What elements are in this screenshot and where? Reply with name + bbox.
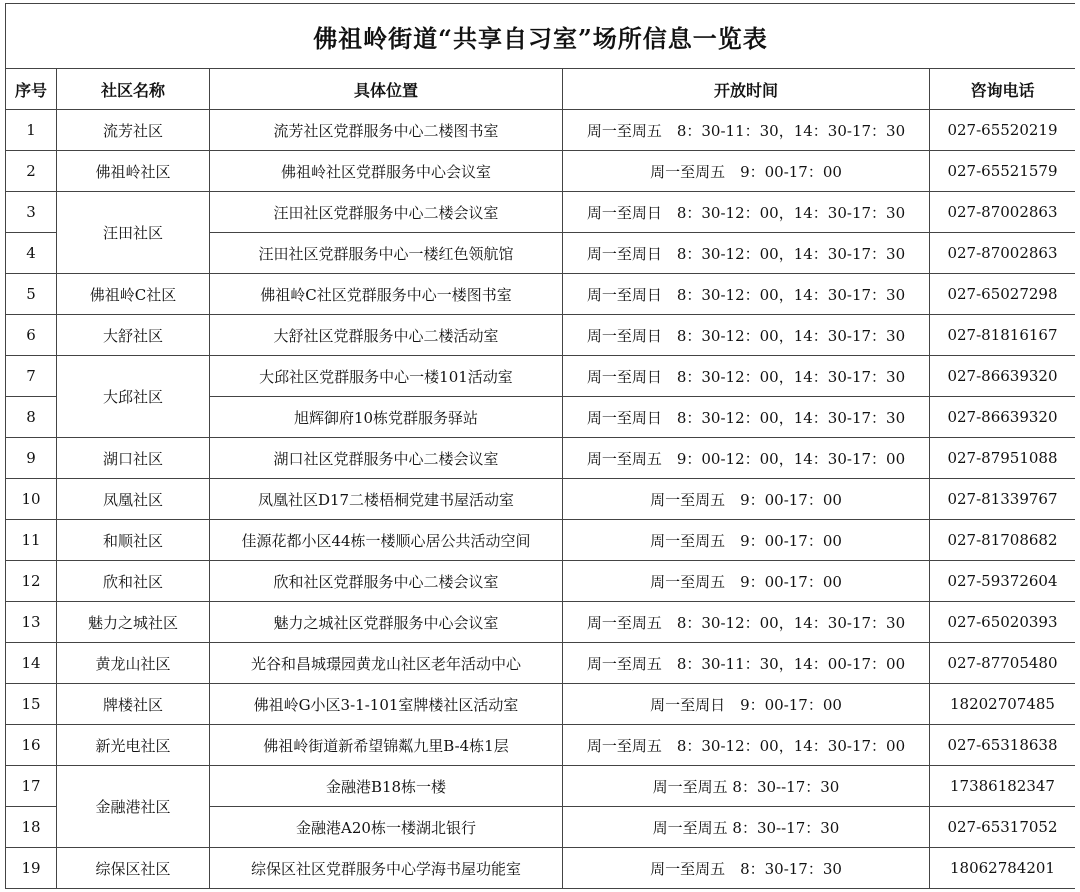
row-hours: 周一至周五 9：00-17：00 (563, 151, 930, 192)
row-index: 17 (6, 766, 57, 807)
table-row (6, 520, 1076, 561)
row-hours: 周一至周日 8：30-12：00，14：30-17：30 (563, 397, 930, 438)
row-hours: 周一至周日 8：30-12：00，14：30-17：30 (563, 274, 930, 315)
row-hours: 周一至周五 8：30--17：30 (563, 766, 930, 807)
row-location: 金融港A20栋一楼湖北银行 (210, 807, 563, 848)
row-location: 欣和社区党群服务中心二楼会议室 (210, 561, 563, 602)
row-hours: 周一至周日 9：00-17：00 (563, 684, 930, 725)
row-community: 黄龙山社区 (57, 643, 210, 684)
row-community: 凤凰社区 (57, 479, 210, 520)
row-location: 湖口社区党群服务中心二楼会议室 (210, 438, 563, 479)
table-row (6, 356, 1076, 397)
table-title: 佛祖岭街道“共享自习室”场所信息一览表 (6, 4, 1076, 69)
row-location: 佛祖岭社区党群服务中心会议室 (210, 151, 563, 192)
row-index: 16 (6, 725, 57, 766)
row-location: 大舒社区党群服务中心二楼活动室 (210, 315, 563, 356)
row-index: 5 (6, 274, 57, 315)
row-index: 3 (6, 192, 57, 233)
header-community: 社区名称 (57, 69, 210, 110)
header-phone: 咨询电话 (930, 69, 1076, 110)
row-location: 汪田社区党群服务中心一楼红色领航馆 (210, 233, 563, 274)
row-location: 佛祖岭G小区3-1-101室牌楼社区活动室 (210, 684, 563, 725)
row-community: 新光电社区 (57, 725, 210, 766)
header-hours: 开放时间 (563, 69, 930, 110)
table-row (6, 438, 1076, 479)
row-phone: 027-65318638 (930, 725, 1076, 766)
row-community: 大舒社区 (57, 315, 210, 356)
row-phone: 027-87002863 (930, 192, 1076, 233)
study-room-table (5, 3, 1075, 889)
row-index: 4 (6, 233, 57, 274)
row-community: 魅力之城社区 (57, 602, 210, 643)
row-location: 光谷和昌城璟园黄龙山社区老年活动中心 (210, 643, 563, 684)
row-hours: 周一至周五 9：00-17：00 (563, 520, 930, 561)
row-phone: 027-87951088 (930, 438, 1076, 479)
row-phone: 18202707485 (930, 684, 1076, 725)
row-location: 汪田社区党群服务中心二楼会议室 (210, 192, 563, 233)
row-index: 10 (6, 479, 57, 520)
row-phone: 17386182347 (930, 766, 1076, 807)
table-row (6, 561, 1076, 602)
row-index: 14 (6, 643, 57, 684)
row-index: 6 (6, 315, 57, 356)
row-location: 凤凰社区D17二楼梧桐党建书屋活动室 (210, 479, 563, 520)
row-phone: 027-86639320 (930, 397, 1076, 438)
document-page (5, 3, 1075, 892)
row-hours: 周一至周五 9：00-17：00 (563, 561, 930, 602)
row-phone: 027-65520219 (930, 110, 1076, 151)
row-index: 8 (6, 397, 57, 438)
title-row (6, 4, 1076, 69)
row-location: 综保区社区党群服务中心学海书屋功能室 (210, 848, 563, 889)
row-phone: 027-87705480 (930, 643, 1076, 684)
row-hours: 周一至周五 8：30-17：30 (563, 848, 930, 889)
row-location: 流芳社区党群服务中心二楼图书室 (210, 110, 563, 151)
row-location: 佛祖岭街道新希望锦粼九里B-4栋1层 (210, 725, 563, 766)
row-phone: 027-65317052 (930, 807, 1076, 848)
row-phone: 027-81708682 (930, 520, 1076, 561)
row-hours: 周一至周五 8：30-11：30，14：00-17：00 (563, 643, 930, 684)
table-row (6, 725, 1076, 766)
row-phone: 027-81339767 (930, 479, 1076, 520)
header-row (6, 69, 1076, 110)
row-community: 欣和社区 (57, 561, 210, 602)
row-index: 7 (6, 356, 57, 397)
row-index: 1 (6, 110, 57, 151)
row-hours: 周一至周五 8：30--17：30 (563, 807, 930, 848)
row-index: 13 (6, 602, 57, 643)
row-index: 9 (6, 438, 57, 479)
row-location: 旭辉御府10栋党群服务驿站 (210, 397, 563, 438)
row-index: 2 (6, 151, 57, 192)
row-phone: 027-65027298 (930, 274, 1076, 315)
row-phone: 18062784201 (930, 848, 1076, 889)
row-phone: 027-65020393 (930, 602, 1076, 643)
table-row (6, 684, 1076, 725)
row-location: 大邱社区党群服务中心一楼101活动室 (210, 356, 563, 397)
row-index: 19 (6, 848, 57, 889)
row-community: 金融港社区 (57, 766, 210, 848)
row-location: 佳源花都小区44栋一楼顺心居公共活动空间 (210, 520, 563, 561)
row-community: 佛祖岭社区 (57, 151, 210, 192)
row-hours: 周一至周五 9：00-12：00，14：30-17：00 (563, 438, 930, 479)
row-community: 大邱社区 (57, 356, 210, 438)
table-row (6, 848, 1076, 889)
row-index: 15 (6, 684, 57, 725)
row-community: 和顺社区 (57, 520, 210, 561)
row-hours: 周一至周五 8：30-12：00，14：30-17：30 (563, 602, 930, 643)
table-row (6, 274, 1076, 315)
row-hours: 周一至周五 8：30-11：30，14：30-17：30 (563, 110, 930, 151)
row-community: 湖口社区 (57, 438, 210, 479)
row-index: 11 (6, 520, 57, 561)
row-phone: 027-87002863 (930, 233, 1076, 274)
row-location: 金融港B18栋一楼 (210, 766, 563, 807)
row-hours: 周一至周五 8：30-12：00，14：30-17：00 (563, 725, 930, 766)
row-community: 汪田社区 (57, 192, 210, 274)
row-hours: 周一至周日 8：30-12：00，14：30-17：30 (563, 315, 930, 356)
row-community: 佛祖岭C社区 (57, 274, 210, 315)
row-community: 流芳社区 (57, 110, 210, 151)
row-location: 佛祖岭C社区党群服务中心一楼图书室 (210, 274, 563, 315)
row-phone: 027-65521579 (930, 151, 1076, 192)
row-hours: 周一至周日 8：30-12：00，14：30-17：30 (563, 356, 930, 397)
row-index: 12 (6, 561, 57, 602)
header-index: 序号 (6, 69, 57, 110)
row-hours: 周一至周日 8：30-12：00，14：30-17：30 (563, 233, 930, 274)
row-community: 综保区社区 (57, 848, 210, 889)
row-community: 牌楼社区 (57, 684, 210, 725)
row-phone: 027-59372604 (930, 561, 1076, 602)
row-phone: 027-81816167 (930, 315, 1076, 356)
table-row (6, 766, 1076, 807)
table-row (6, 110, 1076, 151)
table-row (6, 479, 1076, 520)
row-hours: 周一至周五 9：00-17：00 (563, 479, 930, 520)
row-phone: 027-86639320 (930, 356, 1076, 397)
table-row (6, 643, 1076, 684)
table-row (6, 151, 1076, 192)
row-index: 18 (6, 807, 57, 848)
table-row (6, 602, 1076, 643)
row-hours: 周一至周日 8：30-12：00，14：30-17：30 (563, 192, 930, 233)
header-location: 具体位置 (210, 69, 563, 110)
table-row (6, 315, 1076, 356)
table-row (6, 192, 1076, 233)
row-location: 魅力之城社区党群服务中心会议室 (210, 602, 563, 643)
